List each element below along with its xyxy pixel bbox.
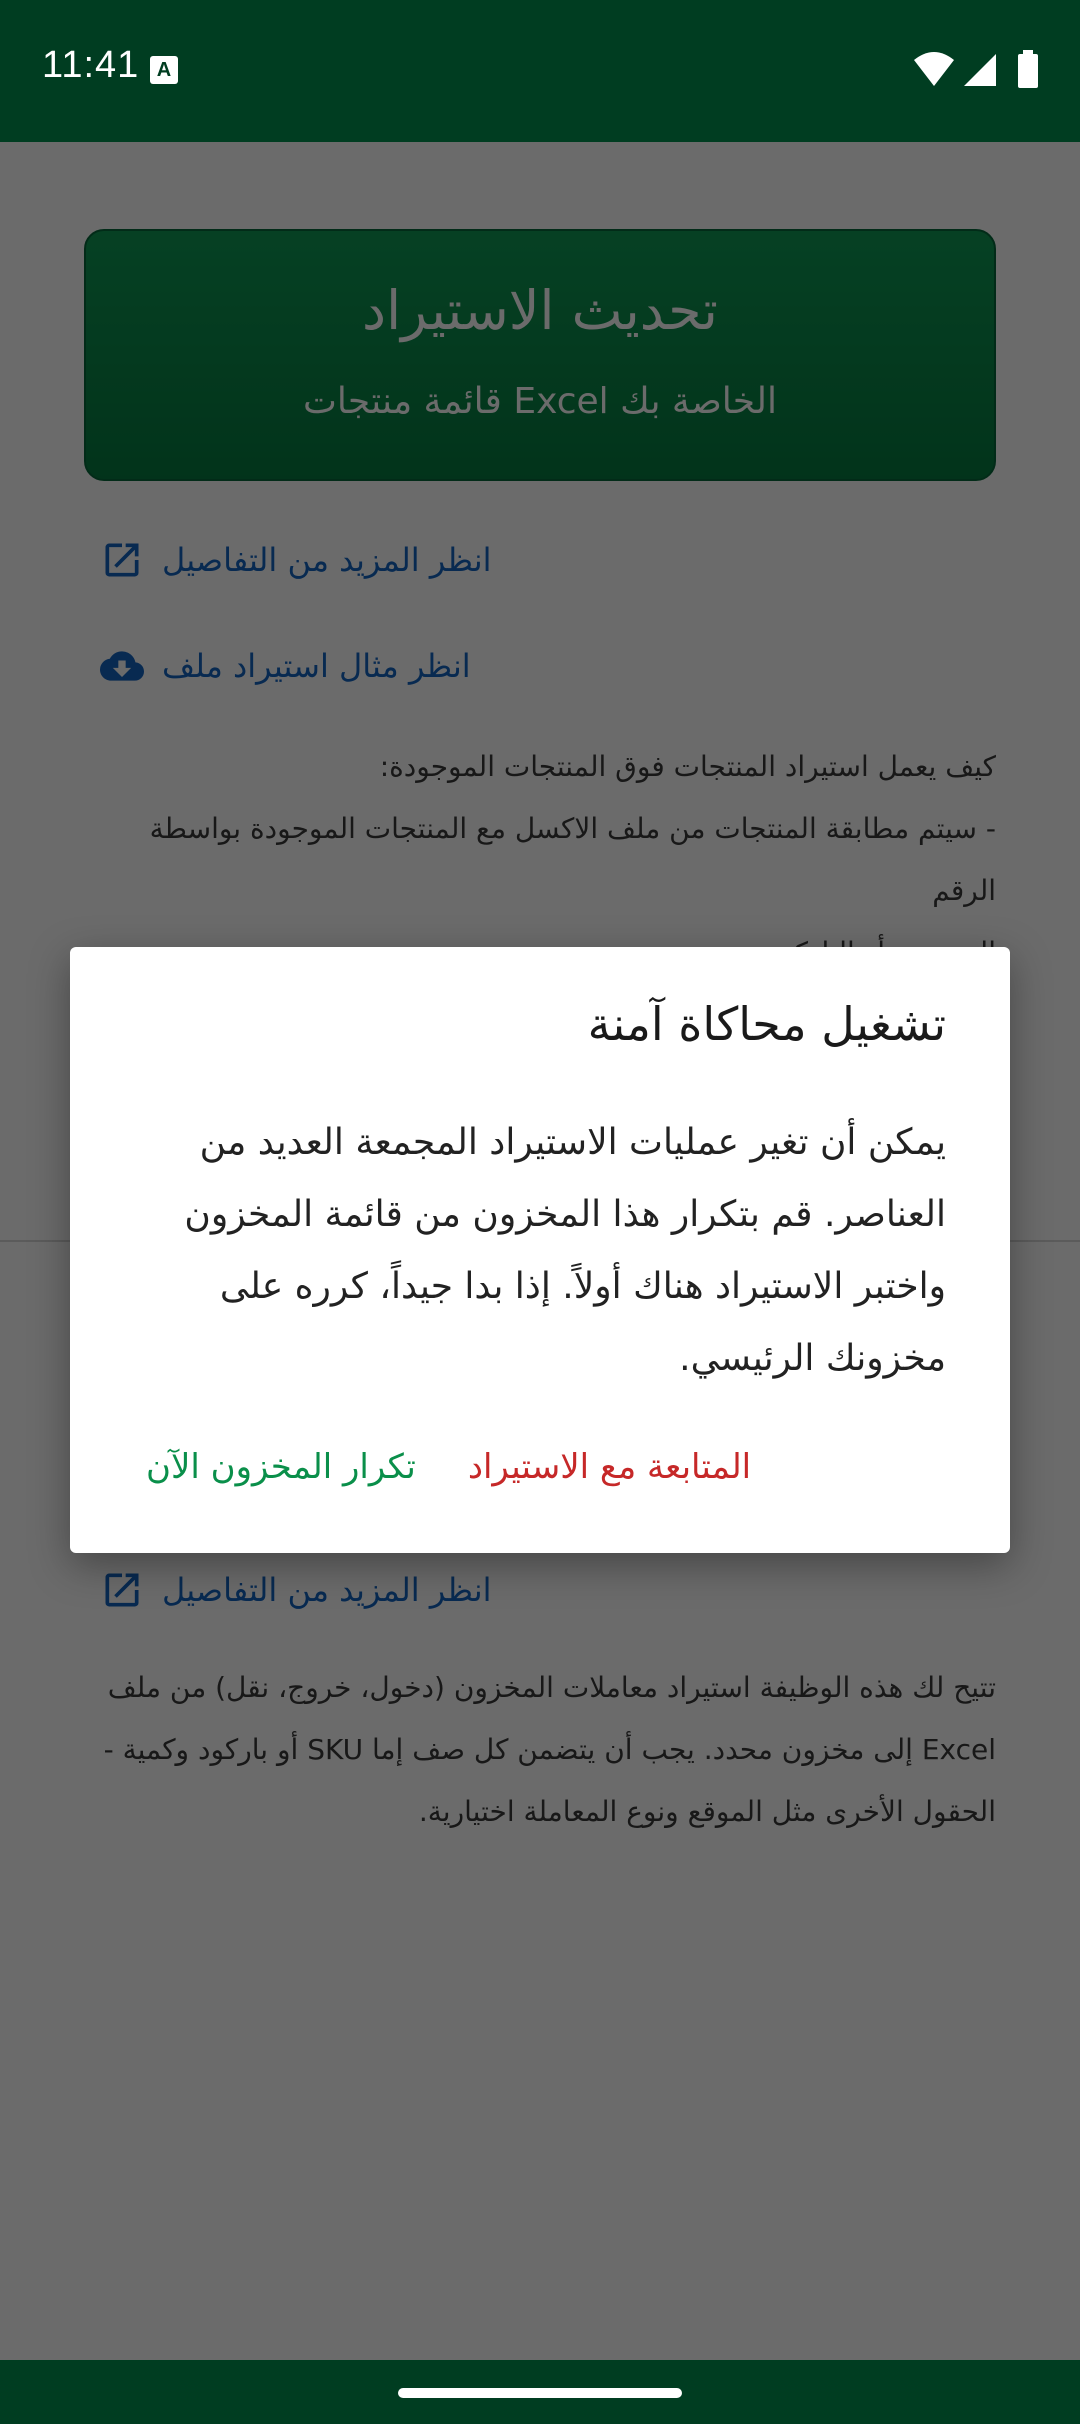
- navigation-bar: [0, 2360, 1080, 2424]
- battery-icon: [1016, 50, 1040, 90]
- status-time: 11:41: [42, 44, 140, 86]
- a-icon: A: [150, 56, 178, 84]
- dialog-actions: [120, 1437, 777, 1497]
- signal-icon: [962, 50, 998, 90]
- wifi-icon: [912, 50, 956, 90]
- dialog-title: تشغيل محاكاة آمنة: [587, 997, 946, 1051]
- dialog-message: يمكن أن تغير عمليات الاستيراد المجمعة العديد من العناصر. قم بتكرار هذا المخزون من قائمة المخزون واختبر الاستيراد هناك أولاً. إذا بدا جيداً، كرره على مخزونك الرئيسي.: [184, 1122, 946, 1379]
- status-icons: [912, 50, 1042, 90]
- home-gesture-handle[interactable]: [398, 2388, 682, 2398]
- safe-simulation-dialog: [70, 947, 1010, 1553]
- duplicate-inventory-button[interactable]: تكرار المخزون الآن: [120, 1441, 442, 1493]
- status-bar: [0, 0, 1080, 142]
- continue-import-button[interactable]: المتابعة مع الاستيراد: [442, 1441, 777, 1493]
